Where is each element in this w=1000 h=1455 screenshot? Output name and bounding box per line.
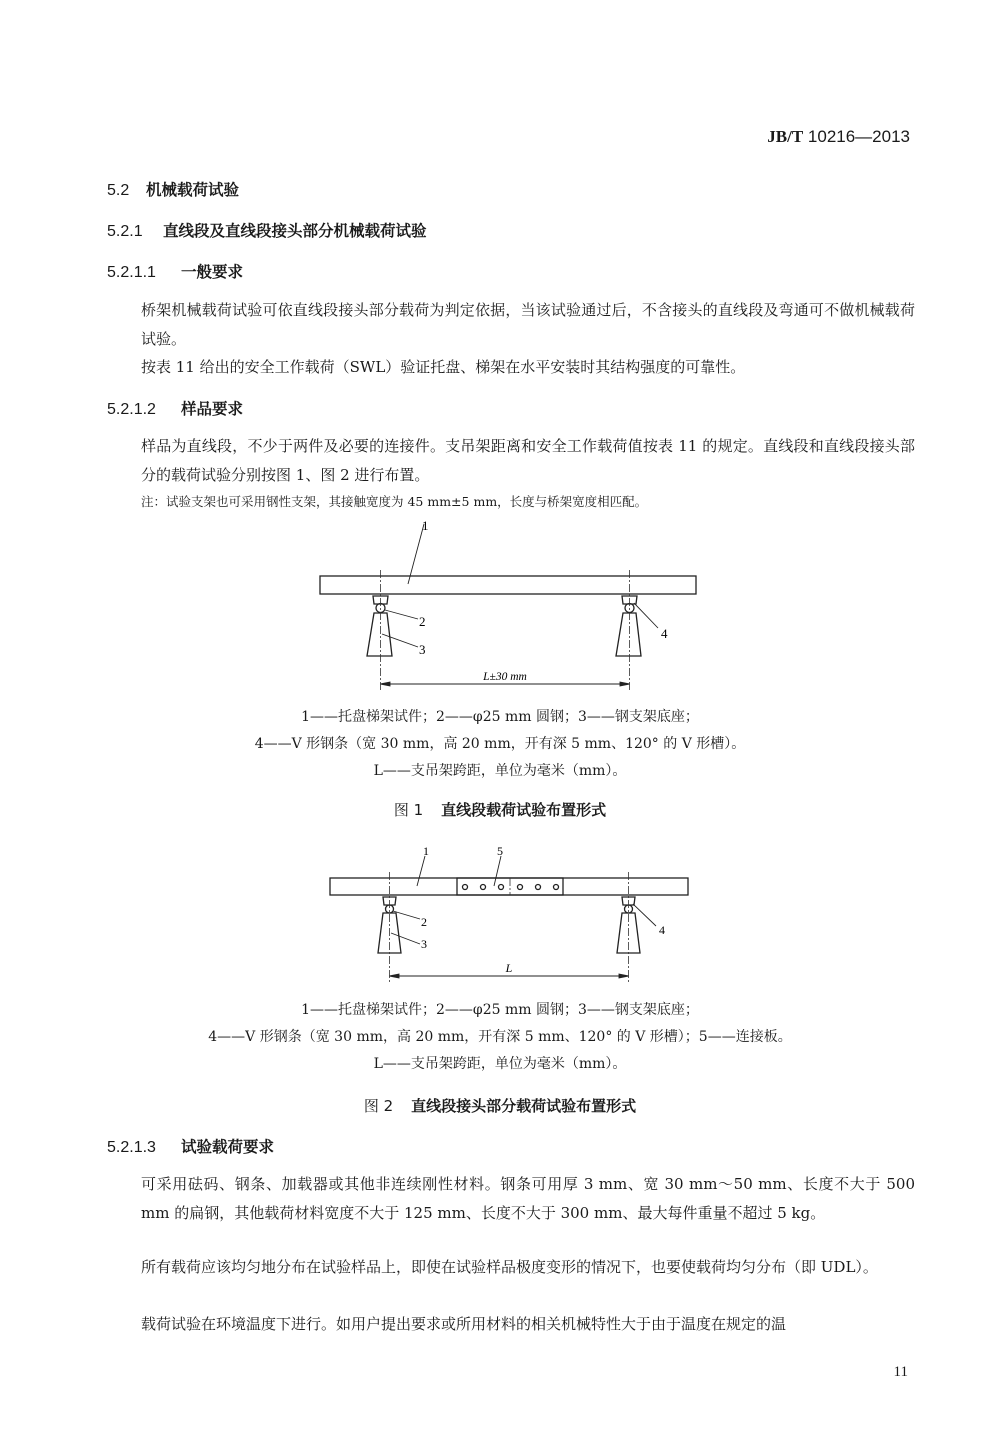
figure-1-legend <box>0 704 1000 785</box>
figure-2-diagram <box>310 840 710 990</box>
leader-1 <box>408 524 424 584</box>
figure-1-title <box>0 799 1000 820</box>
legend-line: L——支吊架跨距，单位为毫米（mm）。 <box>373 763 627 779</box>
paragraph-load-3 <box>107 1310 915 1339</box>
heading-title: 试验载荷要求 <box>181 1138 275 1156</box>
left-support <box>367 596 392 656</box>
arrow-right <box>620 682 630 686</box>
tray-specimen <box>320 576 696 594</box>
paragraph-sample <box>107 432 915 490</box>
heading-number: 5.2.1.3 <box>107 1139 156 1156</box>
arrow-left <box>390 974 400 978</box>
arrow-left <box>381 682 391 686</box>
heading-5-2-1 <box>107 219 427 241</box>
right-support <box>616 596 641 656</box>
figure-caption: 直线段载荷试验布置形式 <box>441 801 607 819</box>
legend-line: L——支吊架跨距，单位为毫米（mm）。 <box>373 1056 627 1072</box>
figure-number: 图 1 <box>393 801 424 819</box>
page-number: 11 <box>893 1364 908 1380</box>
leader-1 <box>417 856 425 886</box>
paragraph-text: 样品为直线段，不少于两件及必要的连接件。支吊架距离和安全工作载荷值按表 11 的规定。直线段和直线段接头部分的载荷试验分别按图 1、图 2 进行布置。 <box>141 437 915 484</box>
label-3: 3 <box>421 937 427 951</box>
heading-title: 直线段及直线段接头部分机械载荷试验 <box>163 222 427 240</box>
leader-3 <box>382 634 418 647</box>
leader-3 <box>391 933 420 944</box>
heading-number: 5.2 <box>107 182 130 199</box>
figure-1-diagram <box>300 520 720 700</box>
heading-number: 5.2.1.1 <box>107 264 156 281</box>
standard-prefix: JB/T <box>767 127 804 146</box>
figure-caption: 直线段接头部分载荷试验布置形式 <box>411 1097 637 1115</box>
support-base <box>367 613 392 656</box>
heading-number: 5.2.1.2 <box>107 401 156 418</box>
leader-5 <box>494 856 501 886</box>
label-3: 3 <box>419 642 426 657</box>
heading-title: 机械载荷试验 <box>146 181 240 199</box>
heading-5-2-1-2 <box>107 397 243 419</box>
paragraph-general-1 <box>107 296 915 354</box>
figure-number: 图 2 <box>363 1097 394 1115</box>
label-5: 5 <box>497 844 503 858</box>
heading-title: 一般要求 <box>181 263 244 281</box>
paragraph-text: 按表 11 给出的安全工作载荷（SWL）验证托盘、梯架在水平安装时其结构强度的可靠性。 <box>141 358 746 376</box>
legend-line: 1——托盘梯架试件；2——φ25 mm 圆钢；3——钢支架底座； <box>301 709 699 725</box>
paragraph-text: 所有载荷应该均匀地分布在试验样品上，即使在试验样品极度变形的情况下，也要使载荷均匀分布（即 UDL）。 <box>141 1258 878 1276</box>
heading-5-2-1-1 <box>107 260 243 282</box>
paragraph-text: 载荷试验在环境温度下进行。如用户提出要求或所用材料的相关机械特性大于由于温度在规定的温 <box>141 1315 787 1333</box>
heading-5-2-1-3 <box>107 1135 274 1157</box>
leader-2 <box>385 610 418 619</box>
paragraph-text: 可采用砝码、钢条、加载器或其他非连续刚性材料。钢条可用厚 3 mm、宽 30 mm～50 mm、长度不大于 500 mm 的扁钢，其他载荷材料宽度不大于 125 mm、长度不大于 300 mm、最大每件重量不超过 5 kg。 <box>141 1175 915 1222</box>
label-1: 1 <box>422 520 429 533</box>
dimension-label: L <box>505 961 513 975</box>
paragraph-load-2 <box>107 1253 915 1282</box>
label-4: 4 <box>659 923 665 937</box>
paragraph-general-2 <box>107 353 915 382</box>
note: 注：试验支架也可采用钢性支架，其接触宽度为 45 mm±5 mm，长度与桥架宽度相匹配。 <box>141 494 648 509</box>
heading-5-2 <box>107 178 239 200</box>
tray-specimen <box>330 878 688 895</box>
legend-line: 1——托盘梯架试件；2——φ25 mm 圆钢；3——钢支架底座； <box>301 1002 699 1018</box>
paragraph-text: 桥架机械载荷试验可依直线段接头部分载荷为判定依据，当该试验通过后，不含接头的直线段及弯通可不做机械载荷试验。 <box>141 301 915 348</box>
standard-code: 10216—2013 <box>807 127 910 146</box>
arrow-right <box>619 974 629 978</box>
label-2: 2 <box>421 915 427 929</box>
support-base <box>616 613 641 656</box>
legend-line: 4——V 形钢条（宽 30 mm，高 20 mm，开有深 5 mm、120° 的 V 形槽）；5——连接板。 <box>208 1029 792 1045</box>
heading-title: 样品要求 <box>181 400 244 418</box>
legend-line: 4——V 形钢条（宽 30 mm，高 20 mm，开有深 5 mm、120° 的 V 形槽）。 <box>254 736 746 752</box>
label-2: 2 <box>419 614 426 629</box>
label-1: 1 <box>423 844 429 858</box>
figure-2-title <box>0 1095 1000 1116</box>
dimension-label: L±30 mm <box>483 671 527 683</box>
heading-number: 5.2.1 <box>107 223 143 240</box>
paragraph-load-1 <box>107 1170 915 1228</box>
bolt-holes <box>463 885 559 890</box>
label-4: 4 <box>661 626 668 641</box>
figure-2-legend <box>0 997 1000 1078</box>
standard-number <box>767 127 910 147</box>
